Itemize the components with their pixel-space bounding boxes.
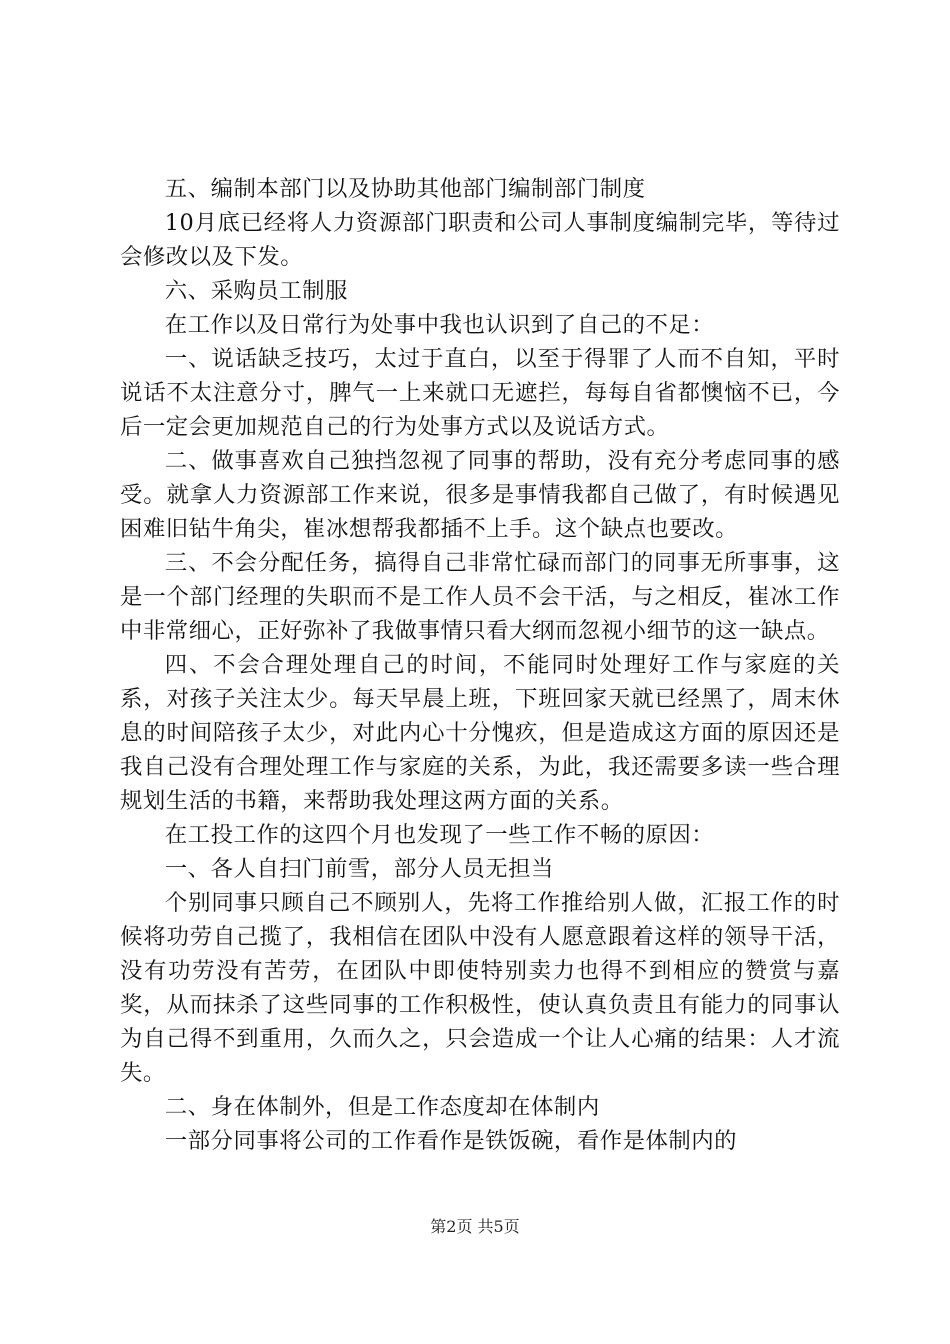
paragraph-section-five-heading: 五、编制本部门以及协助其他部门编制部门制度: [164, 176, 646, 202]
paragraph-october-status: 10月底已经将人力资源部门职责和公司人事制度编制完毕，等待过会修改以及下发。: [120, 210, 840, 270]
paragraph-obstacles-intro: 在工投工作的这四个月也发现了一些工作不畅的原因：: [164, 822, 715, 848]
paragraph-obstacle-one-body: 个别同事只顾自己不顾别人，先将工作推给别人做，汇报工作的时候将功劳自己揽了，我相信在团队中没有人愿意跟着这样的领导干活，没有功劳没有苦劳，在团队中即使特别卖力也得不到相应的赞赏与嘉奖，从而抹杀了这些同事的工作积极性，使认真负责且有能力的同事认为自己得不到重用，久而久之，只会造成一个让人心痛的结果：人才流失。: [120, 890, 840, 1086]
page-number-footer: 第2页 共5页: [430, 1217, 520, 1236]
paragraph-shortcoming-one: 一、说话缺乏技巧，太过于直白，以至于得罪了人而不自知，平时说话不太注意分寸，脾气一上来就口无遮拦，每每自省都懊恼不已，今后一定会更加规范自己的行为处事方式以及说话方式。: [120, 346, 840, 440]
paragraph-obstacle-two-body: 一部分同事将公司的工作看作是铁饭碗，看作是体制内的: [164, 1128, 738, 1154]
paragraph-obstacle-two-heading: 二、身在体制外，但是工作态度却在体制内: [164, 1094, 600, 1120]
paragraph-section-six-heading: 六、采购员工制服: [164, 278, 348, 304]
paragraph-shortcoming-three: 三、不会分配任务，搞得自己非常忙碌而部门的同事无所事事，这是一个部门经理的失职而不是工作人员不会干活，与之相反，崔冰工作中非常细心，正好弥补了我做事情只看大纲而忽视小细节的这一缺点。: [120, 550, 840, 644]
document-body: [120, 172, 840, 1158]
paragraph-shortcoming-four: 四、不会合理处理自己的时间，不能同时处理好工作与家庭的关系，对孩子关注太少。每天早晨上班，下班回家天就已经黑了，周末休息的时间陪孩子太少，对此内心十分愧疚，但是造成这方面的原因还是我自己没有合理处理工作与家庭的关系，为此，我还需要多读一些合理规划生活的书籍，来帮助我处理这两方面的关系。: [120, 652, 840, 814]
paragraph-obstacle-one-heading: 一、各人自扫门前雪，部分人员无担当: [164, 856, 554, 882]
paragraph-shortcoming-two: 二、做事喜欢自己独挡忽视了同事的帮助，没有充分考虑同事的感受。就拿人力资源部工作来说，很多是事情我都自己做了，有时候遇见困难旧钻牛角尖，崔冰想帮我都插不上手。这个缺点也要改。: [120, 448, 840, 542]
paragraph-shortcomings-intro: 在工作以及日常行为处事中我也认识到了自己的不足：: [164, 312, 715, 338]
